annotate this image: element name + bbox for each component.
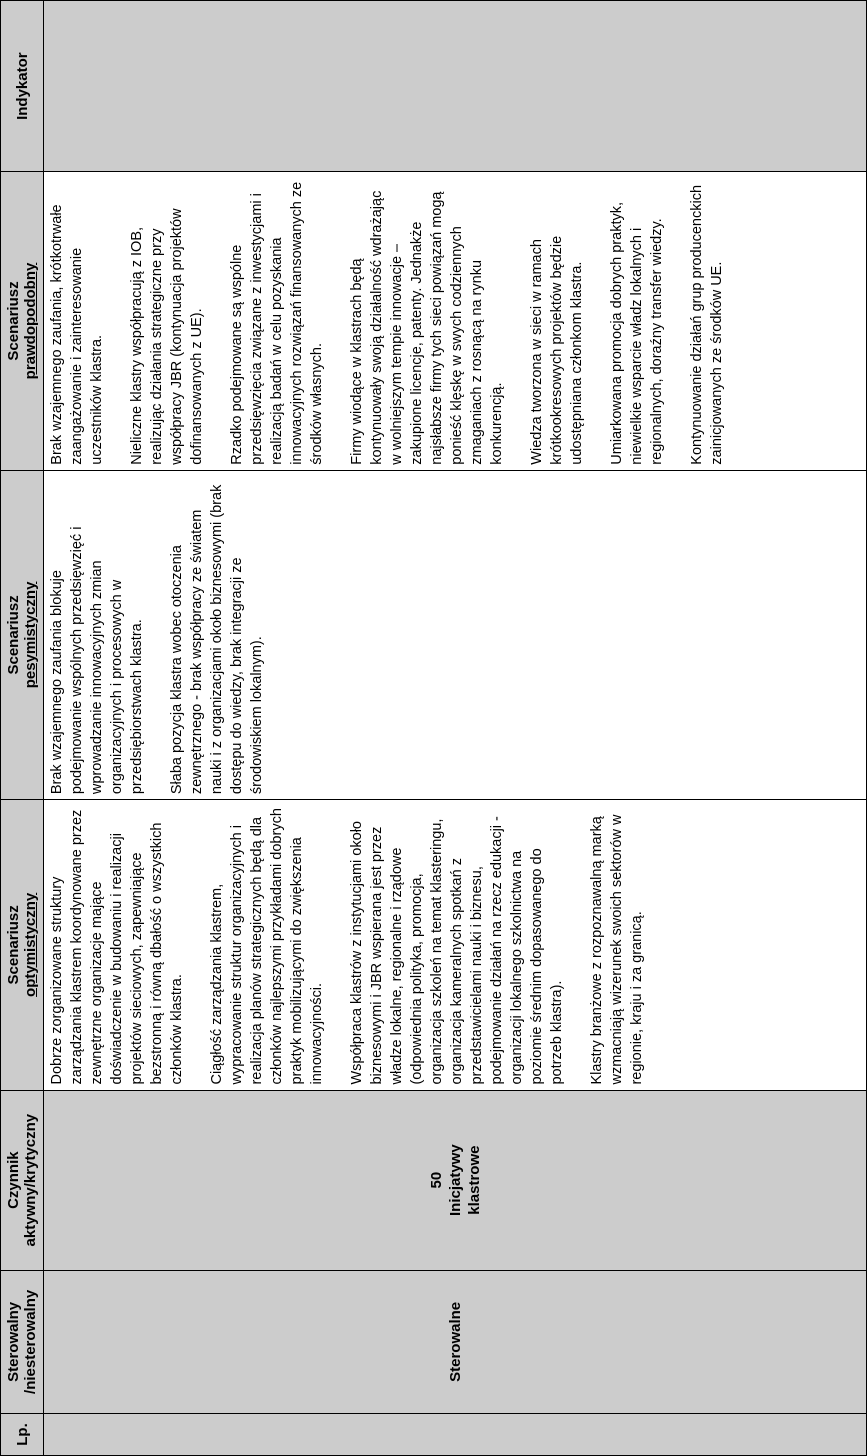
table-header	[1, 1, 44, 1456]
paragraph: Współpraca klastrów z instytucjami około biznesowymi i JBR wspierana jest przez władze lokalne, regionalne i rządowe (odpowiednia polityka, promocja, organizacja szkoleń na temat klasteringu, organizacja kameralnych spotkań z przedstawicielami nauki i biznesu, podejmowanie działań na rzecz edukacji - organizacji lokalnego szkolnictwa na poziomie średnim dopasowanego do potrzeb klastra).	[349, 816, 565, 1085]
header-optymistyczny-line2: optymistyczny	[22, 892, 39, 997]
header-sterowalny-line1: Sterowalny	[5, 1301, 22, 1382]
cell-indykator	[44, 1, 867, 172]
header-prawdopodobny-line1: Scenariusz	[5, 281, 22, 361]
czynnik-line1: Inicjatywy	[446, 1144, 464, 1216]
czynnik-line2: klastrowe	[465, 1145, 483, 1215]
paragraph: Słaba pozycja klastra wobec otoczenia zewnętrznego - brak współpracy ze światem nauki i z organizacjami około biznesowymi (brak dostępu do wiedzy, brak integracji ze środowiskiem lokalnym).	[169, 484, 265, 795]
paragraph: Nieliczne klastry współpracują z IOB, realizując działania strategiczne przy współpracy JBR (kontynuacja projektów dofinansowanych z UE).	[129, 208, 205, 465]
header-indykator-label: Indykator	[13, 52, 31, 120]
header-optymistyczny-line1: Scenariusz	[5, 905, 22, 985]
cell-sterowalny: Sterowalne	[44, 1270, 867, 1413]
header-pesymistyczny-line1: Scenariusz	[5, 595, 22, 675]
cell-prawdopodobny	[44, 172, 867, 470]
header-prawdopodobny-line2: prawdopodobny	[22, 262, 39, 380]
paragraph: Brak wzajemnego zaufania blokuje podejmowanie wspólnych przedsięwzięć i wprowadzanie innowacyjnych zmian organizacyjnych i procesowych w przedsiębiorstwach klastra.	[49, 526, 145, 795]
cell-czynnik	[44, 1090, 867, 1270]
paragraph: Rzadko podejmowane są wspólne przedsięwzięcia związane z inwestycjami i realizacją badań w celu pozyskania innowacyjnych rozwiązań finansowanych ze środków własnych.	[229, 181, 325, 465]
cell-pesymistyczny	[44, 470, 867, 799]
header-pesymistyczny-line2: pesymistyczny	[22, 581, 39, 689]
header-sterowalny-line2: /niesterowalny	[22, 1289, 39, 1394]
table-body	[44, 1, 867, 1456]
paragraph: Dobrze zorganizowane struktury zarządzania klastrem koordynowane przez zewnętrzne organizacje mające doświadczenie w budowaniu i realizacji projektów sieciowych, zapewniające bezstronną i równą dbałość o wszystkich członków klastra.	[49, 809, 185, 1085]
paragraph: Ciągłość zarządzania klastrem, wypracowanie struktur organizacyjnych i realizacja planów strategicznych będą dla członków najlepszymi przykładami dobrych praktyk mobilizującymi do zwiększenia innowacyjności.	[209, 808, 325, 1085]
header-czynnik-line1: Czynnik	[5, 1151, 22, 1209]
table-row	[44, 1, 867, 1456]
cell-optymistyczny	[44, 800, 867, 1090]
header-lp	[1, 1413, 44, 1455]
header-row	[1, 1, 44, 1456]
header-prawdopodobny	[1, 172, 44, 470]
cell-lp	[44, 1413, 867, 1455]
paragraph: Brak wzajemnego zaufania, krótkotrwałe zaangażowanie i zainteresowanie uczestników klastra.	[49, 204, 105, 465]
paragraph: Umiarkowana promocja dobrych praktyk, niewielkie wsparcie władz lokalnych i regionalnych, doraźny transfer wiedzy.	[609, 201, 665, 465]
header-czynnik-line2: aktywny/krytyczny	[22, 1113, 39, 1247]
header-optymistyczny	[1, 800, 44, 1090]
header-czynnik	[1, 1090, 44, 1270]
paragraph: Wiedza tworzona w sieci w ramach krótkookresowych projektów będzie udostępniana członkom klastra.	[529, 235, 585, 465]
header-indykator	[1, 1, 44, 172]
czynnik-number: 50	[427, 1171, 445, 1189]
paragraph: Klastry branżowe z rozpoznawalną marką wzmacniają wizerunek swoich sektorów w regionie, kraju i za granicą.	[589, 814, 645, 1085]
header-sterowalny	[1, 1270, 44, 1413]
header-pesymistyczny	[1, 470, 44, 799]
paragraph: Kontynuowanie działań grup producenckich zainicjowanych ze środków UE.	[689, 184, 725, 465]
header-lp-label: Lp.	[13, 1423, 31, 1446]
paragraph: Firmy wiodące w klastrach będą kontynuowały swoją działalność wdrażając w wolniejszym tempie innowacje – zakupione licencje, patenty. Jednakże najsłabsze firmy tych sieci powiązań mogą ponieść klęskę w swych codziennych zmaganiach z rosnącą na rynku konkurencją.	[349, 190, 505, 465]
